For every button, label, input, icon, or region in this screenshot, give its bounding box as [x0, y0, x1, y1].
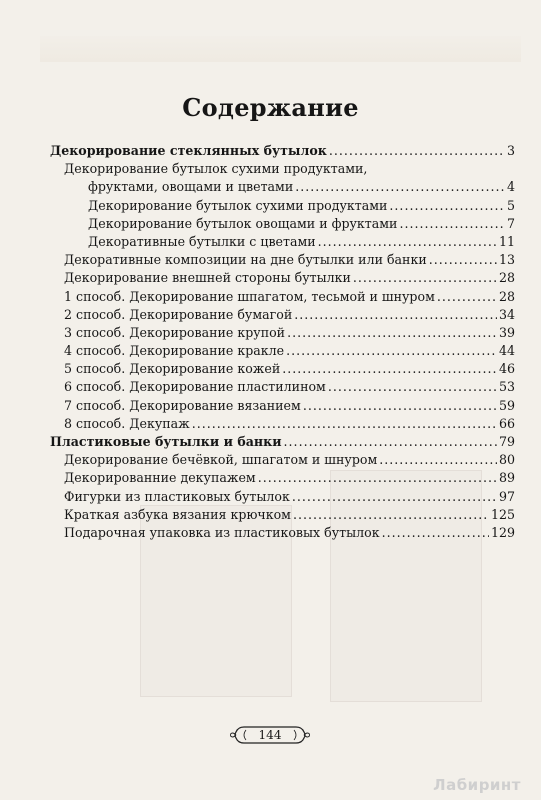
toc-entry-title: 8 способ. Декупаж	[64, 415, 190, 431]
toc-entry-page: 79	[498, 434, 515, 449]
toc-leader-dots	[328, 378, 497, 396]
toc-entry-page: 4	[506, 179, 515, 195]
toc-entry	[50, 488, 515, 506]
toc-entry-title: 2 способ. Декорирование бумагой	[64, 306, 293, 322]
toc-entry-page: 89	[498, 470, 515, 486]
faint-header-band	[40, 36, 521, 62]
toc-leader-dots	[329, 142, 505, 160]
toc-entry	[50, 378, 515, 396]
toc-entry	[50, 215, 515, 233]
toc-entry-title: Декорирование бечёвкой, шпагатом и шнуром	[64, 452, 378, 468]
toc-leader-dots	[284, 433, 497, 451]
toc-leader-dots	[382, 524, 489, 542]
toc-entry	[50, 197, 515, 215]
toc-leader-dots	[318, 233, 497, 251]
toc-entry-title: 5 способ. Декорирование кожей	[64, 361, 281, 377]
toc-entry-page: 129	[490, 524, 515, 540]
toc-entry-page: 11	[498, 233, 515, 249]
toc-entry-page: 28	[498, 270, 515, 286]
toc-entry	[50, 160, 515, 178]
toc-entry	[50, 397, 515, 415]
labirint-watermark-logo: Лабиринт	[433, 776, 521, 794]
toc-entry-page: 44	[498, 343, 515, 359]
page-number: 144	[258, 728, 282, 742]
toc-entry	[50, 506, 515, 524]
toc-entry-title: Фигурки из пластиковых бутылок	[64, 488, 290, 504]
toc-entry-title: Декорирование внешней стороны бутылки	[64, 270, 351, 286]
toc-entry-title: Декорирование бутылок овощами и фруктами	[88, 215, 398, 231]
toc-entry-page: 28	[498, 288, 515, 304]
toc-entry	[50, 306, 515, 324]
toc-entry-page: 3	[506, 143, 515, 158]
toc-leader-dots	[399, 215, 505, 233]
toc-leader-dots	[353, 269, 497, 287]
toc-leader-dots	[294, 306, 497, 324]
toc-entry-page: 13	[498, 252, 515, 268]
toc-leader-dots	[286, 342, 497, 360]
toc-leader-dots	[292, 488, 497, 506]
toc-entry-page: 66	[498, 415, 515, 431]
toc-entry-title: Пластиковые бутылки и банки	[50, 434, 282, 449]
toc-leader-dots	[303, 397, 497, 415]
page-title: Содержание	[182, 93, 359, 122]
toc-entry-page: 125	[490, 506, 515, 522]
toc-leader-dots	[287, 324, 497, 342]
toc-entry	[50, 451, 515, 469]
toc-leader-dots	[258, 469, 497, 487]
toc-entry-page: 53	[498, 379, 515, 395]
toc-entry	[50, 415, 515, 433]
toc-entry	[50, 360, 515, 378]
toc-entry-page: 59	[498, 397, 515, 413]
toc-entry-title: Декорирование бутылок сухими продуктами,	[64, 161, 368, 177]
toc-entry-title: Декорирование стеклянных бутылок	[50, 143, 327, 158]
toc-leader-dots	[295, 178, 505, 196]
toc-entry-title: 1 способ. Декорирование шпагатом, тесьмой и шнуром	[64, 288, 435, 304]
toc-entry-page: 80	[498, 452, 515, 468]
toc-entry-page: 34	[498, 306, 515, 322]
toc-entry-title: Декоративные бутылки с цветами	[88, 233, 316, 249]
table-of-contents	[50, 142, 515, 542]
toc-entry-title: фруктами, овощами и цветами	[88, 179, 294, 195]
toc-entry-page: 7	[506, 215, 515, 231]
toc-leader-dots	[437, 288, 497, 306]
toc-entry	[50, 233, 515, 251]
toc-entry	[50, 469, 515, 487]
toc-entry	[50, 178, 515, 196]
toc-entry	[50, 288, 515, 306]
toc-entry	[50, 142, 515, 160]
toc-entry	[50, 251, 515, 269]
toc-entry-page: 5	[506, 197, 515, 213]
toc-entry	[50, 342, 515, 360]
toc-leader-dots	[293, 506, 489, 524]
toc-entry	[50, 433, 515, 451]
toc-entry-page: 46	[498, 361, 515, 377]
toc-leader-dots	[282, 360, 497, 378]
toc-leader-dots	[429, 251, 497, 269]
page-number-ornament	[230, 723, 310, 747]
toc-entry-title: 7 способ. Декорирование вязанием	[64, 397, 301, 413]
toc-entry-title: Краткая азбука вязания крючком	[64, 506, 291, 522]
toc-entry	[50, 269, 515, 287]
toc-leader-dots	[379, 451, 497, 469]
toc-leader-dots	[389, 197, 505, 215]
toc-entry-page: 39	[498, 324, 515, 340]
toc-entry-page: 97	[498, 488, 515, 504]
toc-entry-title: 6 способ. Декорирование пластилином	[64, 379, 326, 395]
toc-entry-title: Декоративные композиции на дне бутылки или банки	[64, 252, 427, 268]
toc-entry-title: 3 способ. Декорирование крупой	[64, 324, 286, 340]
toc-leader-dots	[192, 415, 497, 433]
toc-entry	[50, 324, 515, 342]
toc-entry-title: 4 способ. Декорирование кракле	[64, 343, 285, 359]
toc-entry-title: Декорирование бутылок сухими продуктами	[88, 197, 388, 213]
toc-entry	[50, 524, 515, 542]
toc-entry-title: Декорированние декупажем	[64, 470, 256, 486]
toc-entry-title: Подарочная упаковка из пластиковых бутылок	[64, 524, 380, 540]
